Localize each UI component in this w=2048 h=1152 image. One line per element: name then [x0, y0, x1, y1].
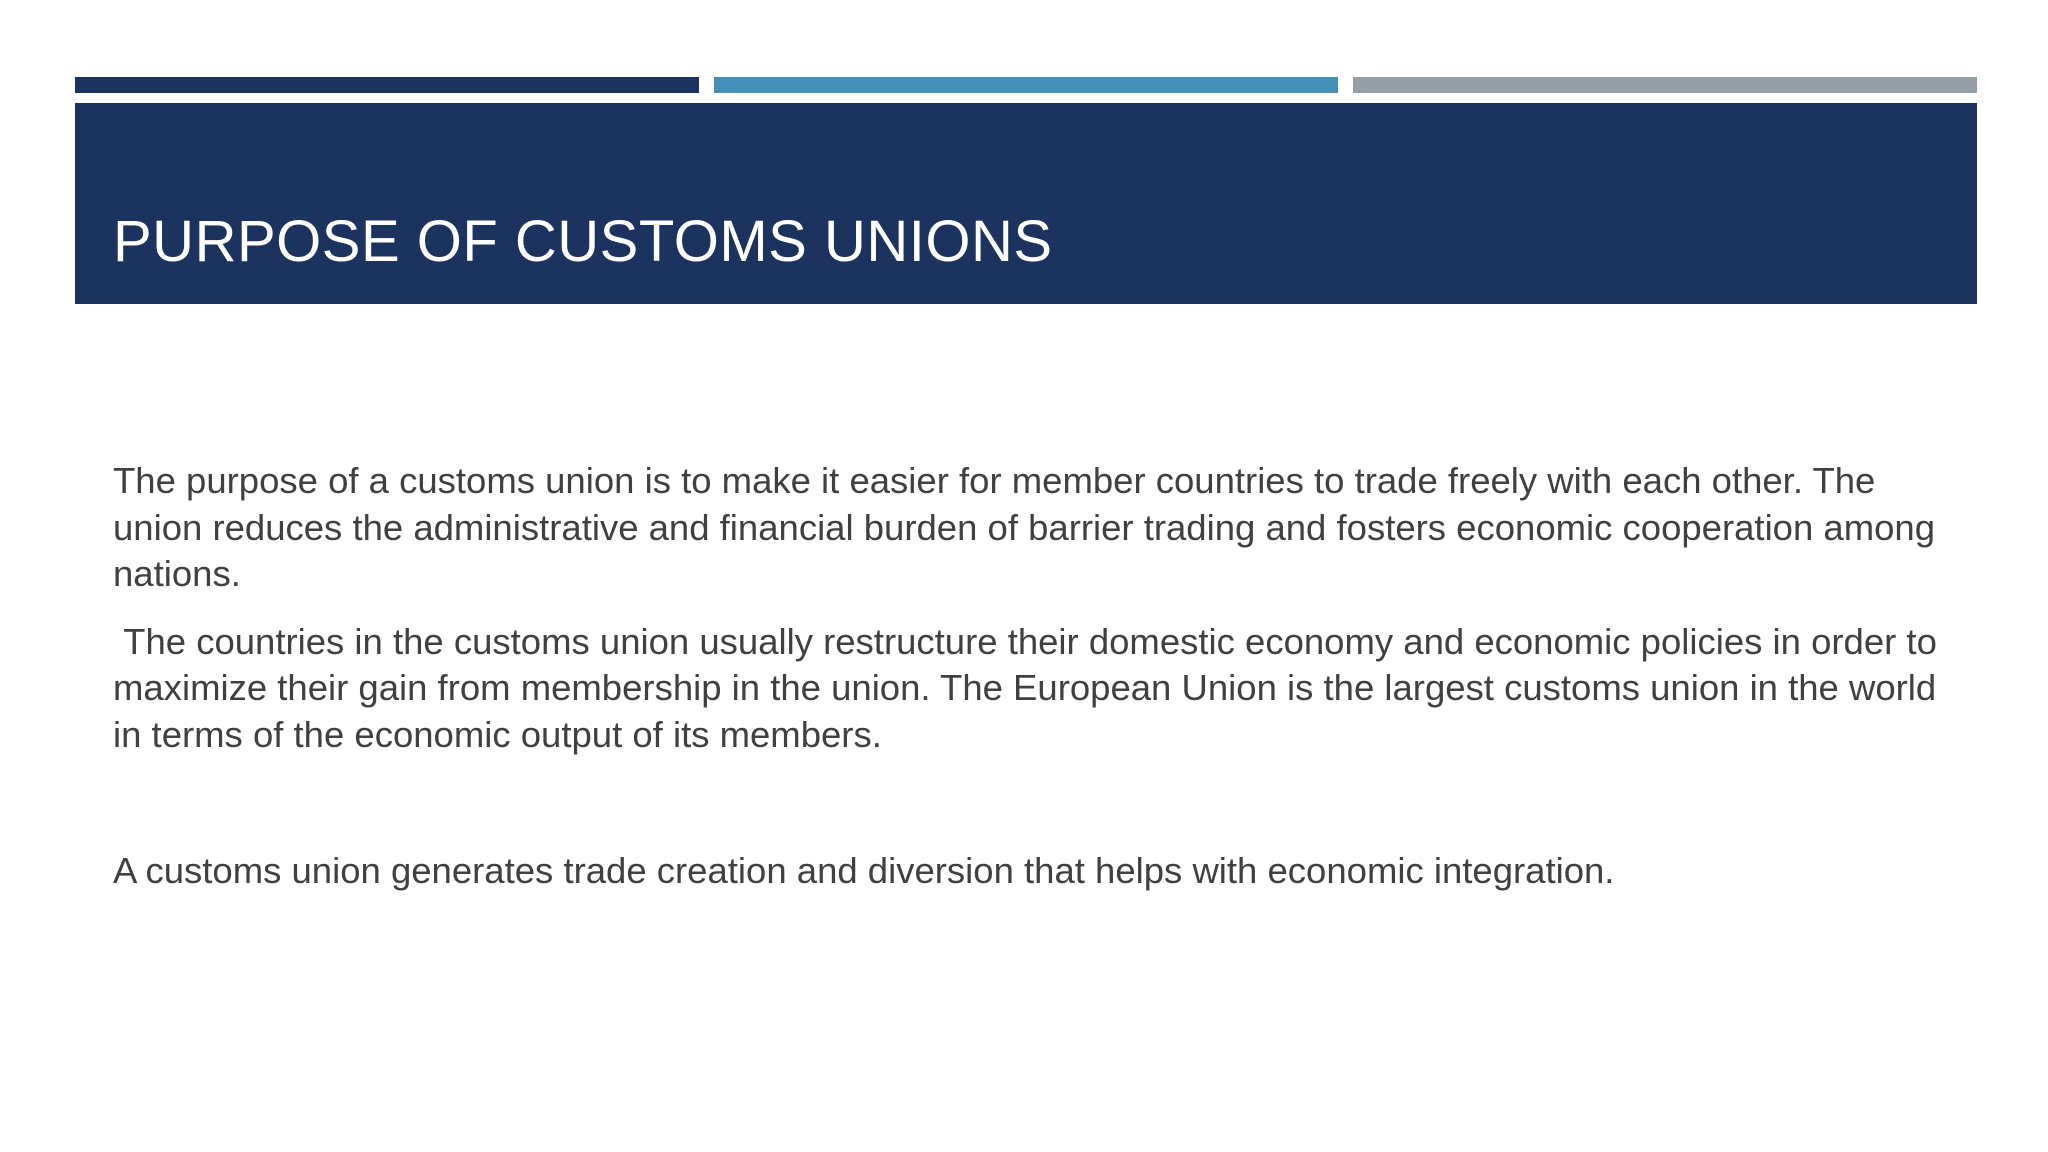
paragraph-restructure: The countries in the customs union usually restructure their domestic economy and economic policies in order to maximize their gain from membership in the union. The European Union is the largest customs union in the world in terms of the economic output of its members.: [113, 620, 1948, 755]
accent-bar-gray: [1353, 77, 1977, 93]
paragraph-purpose: The purpose of a customs union is to make it easier for member countries to trade freely with each other. The union reduces the administrative and financial burden of barrier trading and fosters economic cooperation among nations.: [113, 460, 1936, 594]
paragraph-trade-creation: A customs union generates trade creation and diversion that helps with economic integration.: [113, 850, 1615, 891]
accent-bar-dark-blue: [75, 77, 699, 93]
slide-title: PURPOSE OF CUSTOMS UNIONS: [113, 209, 1053, 274]
title-band: [75, 103, 1977, 304]
accent-bar-light-blue: [714, 77, 1338, 93]
body-text: [113, 458, 1963, 895]
